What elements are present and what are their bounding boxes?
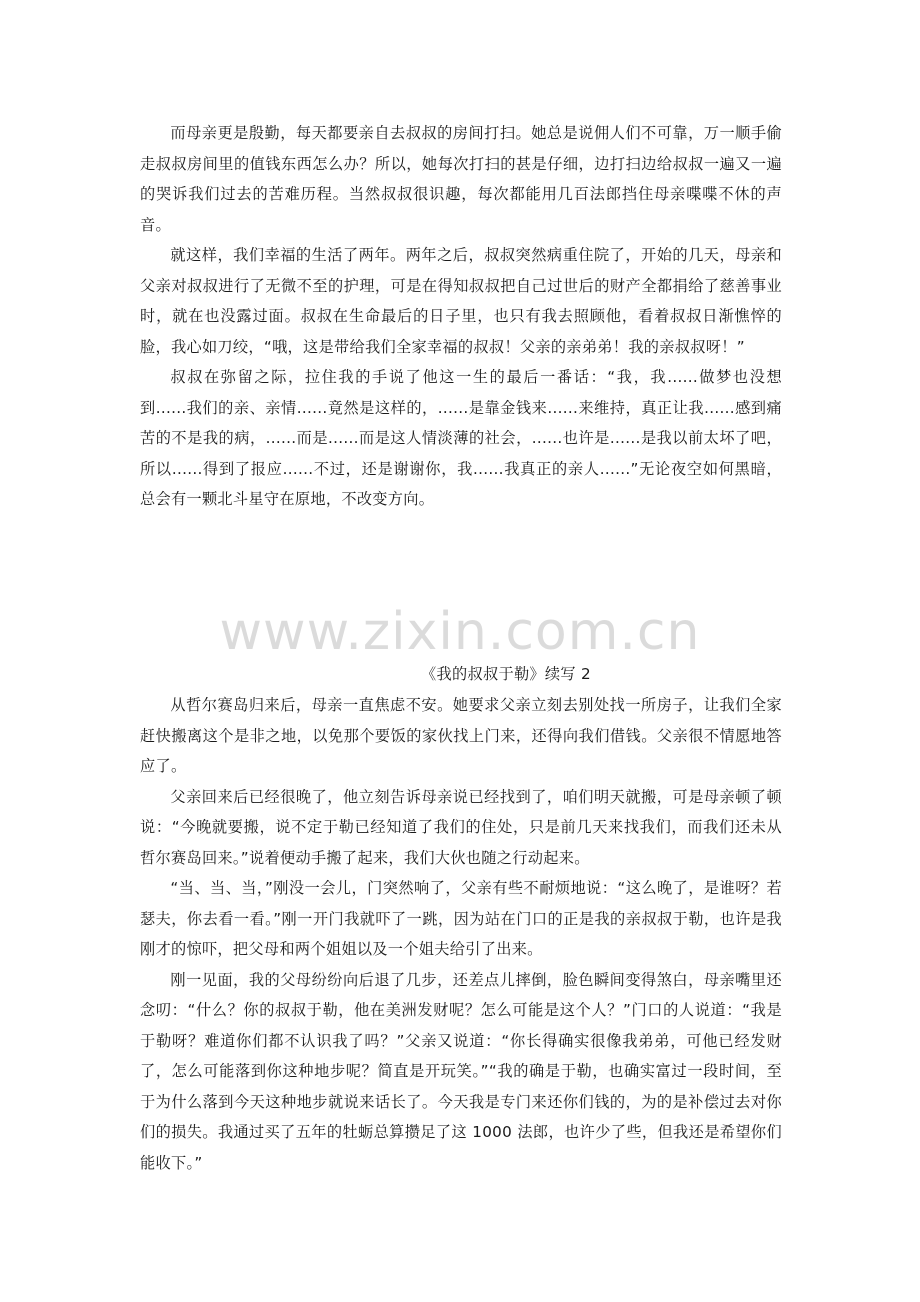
text-section-bottom bbox=[140, 690, 782, 1178]
paragraph: 而母亲更是殷勤，每天都要亲自去叔叔的房间打扫。她总是说佣人们不可靠，万一顺手偷走叔叔房间里的值钱东西怎么办？所以，她每次打扫的甚是仔细，边打扫边给叔叔一遍又一遍的哭诉我们过去的苦难历程。当然叔叔很识趣，每次都能用几百法郎挡住母亲喋喋不休的声音。 bbox=[140, 124, 782, 234]
text-section-top bbox=[140, 118, 782, 515]
paragraph: 刚一见面，我的父母纷纷向后退了几步，还差点儿摔倒，脸色瞬间变得煞白，母亲嘴里还念叨：“什么？你的叔叔于勒，他在美洲发财呢？怎么可能是这个人？”门口的人说道：“我是于勒呀？难道你们都不认识我了吗？”父亲又说道：“你长得确实很像我弟弟，可他已经发财了，怎么可能落到你这种地步呢？简直是开玩笑。”“我的确是于勒，也确实富过一段时间，至于为什么落到今天这种地步就说来话长了。今天我是专门来还你们钱的，为的是补偿过去对你们的损失。我通过买了五年的牡蛎总算攒足了这 1000 法郎，也许少了些，但我还是希望你们能收下。” bbox=[140, 970, 782, 1172]
paragraph: “当、当、当，”刚没一会儿，门突然响了，父亲有些不耐烦地说：“这么晚了，是谁呀？若瑟夫，你去看一看。”刚一开门我就吓了一跳，因为站在门口的正是我的亲叔叔于勒，也许是我刚才的惊吓，把父母和两个姐姐以及一个姐夫给引了出来。 bbox=[140, 879, 782, 958]
story-title: 《我的叔叔于勒》续写 2 bbox=[421, 665, 591, 683]
watermark: www.zixin.com.cn bbox=[219, 602, 701, 662]
paragraph: 就这样，我们幸福的生活了两年。两年之后，叔叔突然病重住院了，开始的几天，母亲和父亲对叔叔进行了无微不至的护理，可是在得知叔叔把自己过世后的财产全都捐给了慈善事业时，就在也没露过面。叔叔在生命最后的日子里，也只有我去照顾他，看着叔叔日渐憔悴的脸，我心如刀绞，“哦，这是带给我们全家幸福的叔叔！父亲的亲弟弟！我的亲叔叔呀！” bbox=[140, 246, 782, 356]
paragraph: 从哲尔赛岛归来后，母亲一直焦虑不安。她要求父亲立刻去别处找一所房子，让我们全家赶快搬离这个是非之地，以免那个要饭的家伙找上门来，还得向我们借钱。父亲很不情愿地答应了。 bbox=[140, 696, 782, 775]
paragraph: 父亲回来后已经很晚了，他立刻告诉母亲说已经找到了，咱们明天就搬，可是母亲顿了顿说：“今晚就要搬，说不定于勒已经知道了我们的住处，只是前几天来找我们，而我们还未从哲尔赛岛回来。”说着便动手搬了起来，我们大伙也随之行动起来。 bbox=[140, 787, 782, 867]
paragraph: 叔叔在弥留之际，拉住我的手说了他这一生的最后一番话：“我，我......做梦也没想到......我们的亲、亲情......竟然是这样的，......是靠金钱来......来维持，真正让我......感到痛苦的不是我的病，......而是......而是这人情淡薄的社会，......也许是......是我以前太坏了吧，所以......得到了报应......不过，还是谢谢你，我......我真正的亲人......”无论夜空如何黑暗，总会有一颗北斗星守在原地，不改变方向。 bbox=[140, 368, 782, 508]
